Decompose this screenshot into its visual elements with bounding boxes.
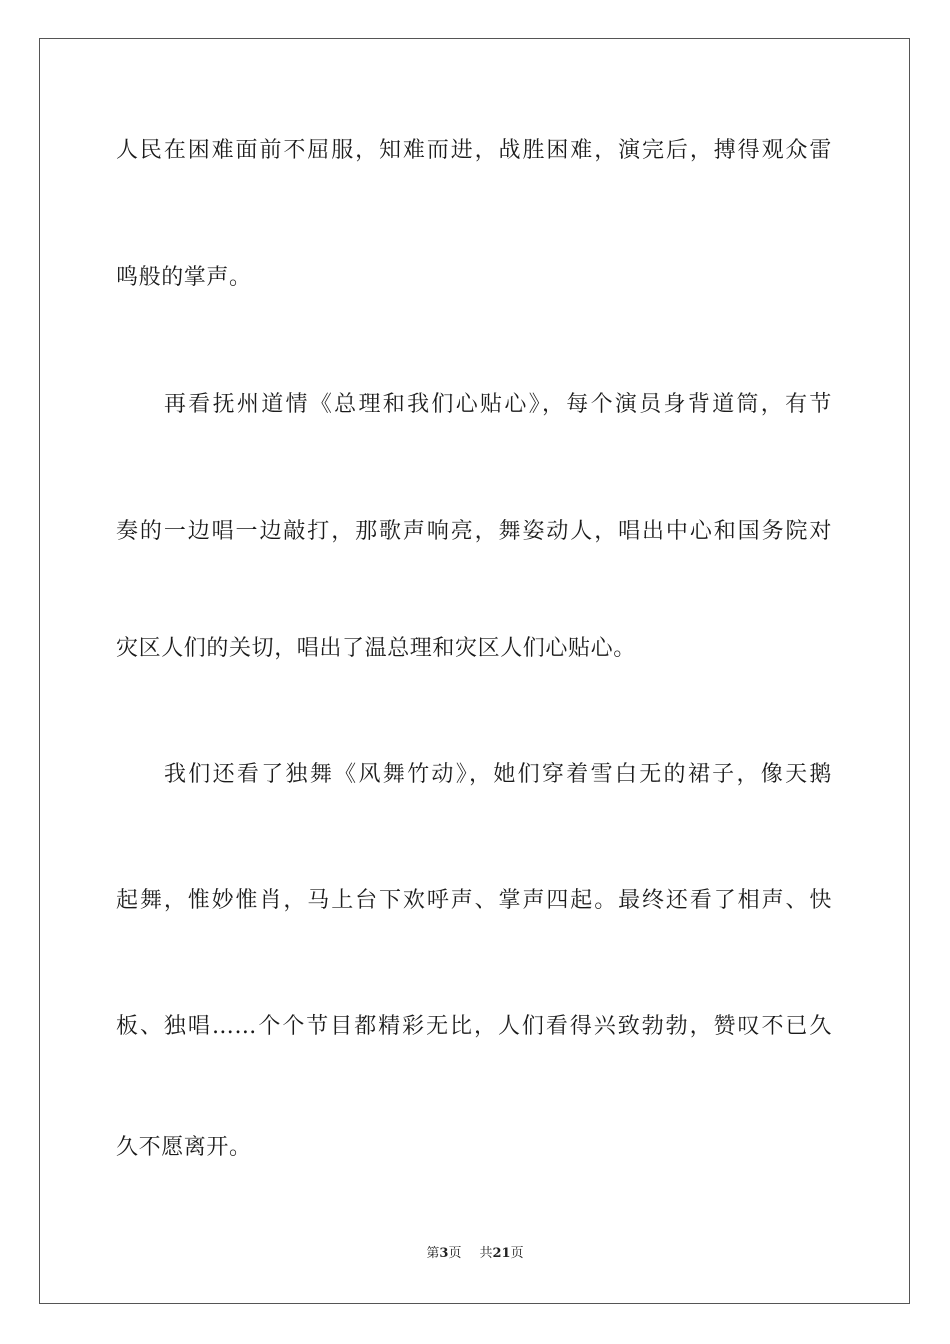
total-pages: 21 xyxy=(492,1246,511,1261)
page-footer xyxy=(0,1245,950,1263)
total-prefix: 共 xyxy=(479,1246,493,1261)
page-suffix: 页 xyxy=(448,1246,462,1261)
text-line-6: 我们还看了独舞《风舞竹动》，她们穿着雪白无的裙子，像天鹅 xyxy=(164,762,832,787)
page-number: 3 xyxy=(439,1246,449,1261)
text-line-9: 久不愿离开。 xyxy=(116,1135,252,1160)
page-border xyxy=(39,38,910,1304)
text-line-7: 起舞，惟妙惟肖，马上台下欢呼声、掌声四起。最终还看了相声、快 xyxy=(116,888,832,913)
text-line-4: 奏的一边唱一边敲打，那歌声响亮，舞姿动人，唱出中心和国务院对 xyxy=(116,519,832,544)
total-suffix: 页 xyxy=(510,1246,524,1261)
text-line-5: 灾区人们的关切，唱出了温总理和灾区人们心贴心。 xyxy=(116,636,636,661)
text-line-1: 人民在困难面前不屈服，知难而进，战胜困难，演完后，搏得观众雷 xyxy=(116,138,832,163)
text-line-3: 再看抚州道情《总理和我们心贴心》，每个演员身背道筒，有节 xyxy=(164,392,832,417)
text-line-2: 鸣般的掌声。 xyxy=(116,265,252,290)
page-prefix: 第 xyxy=(426,1246,440,1261)
text-line-8: 板、独唱……个个节目都精彩无比，人们看得兴致勃勃，赞叹不已久 xyxy=(116,1014,832,1039)
